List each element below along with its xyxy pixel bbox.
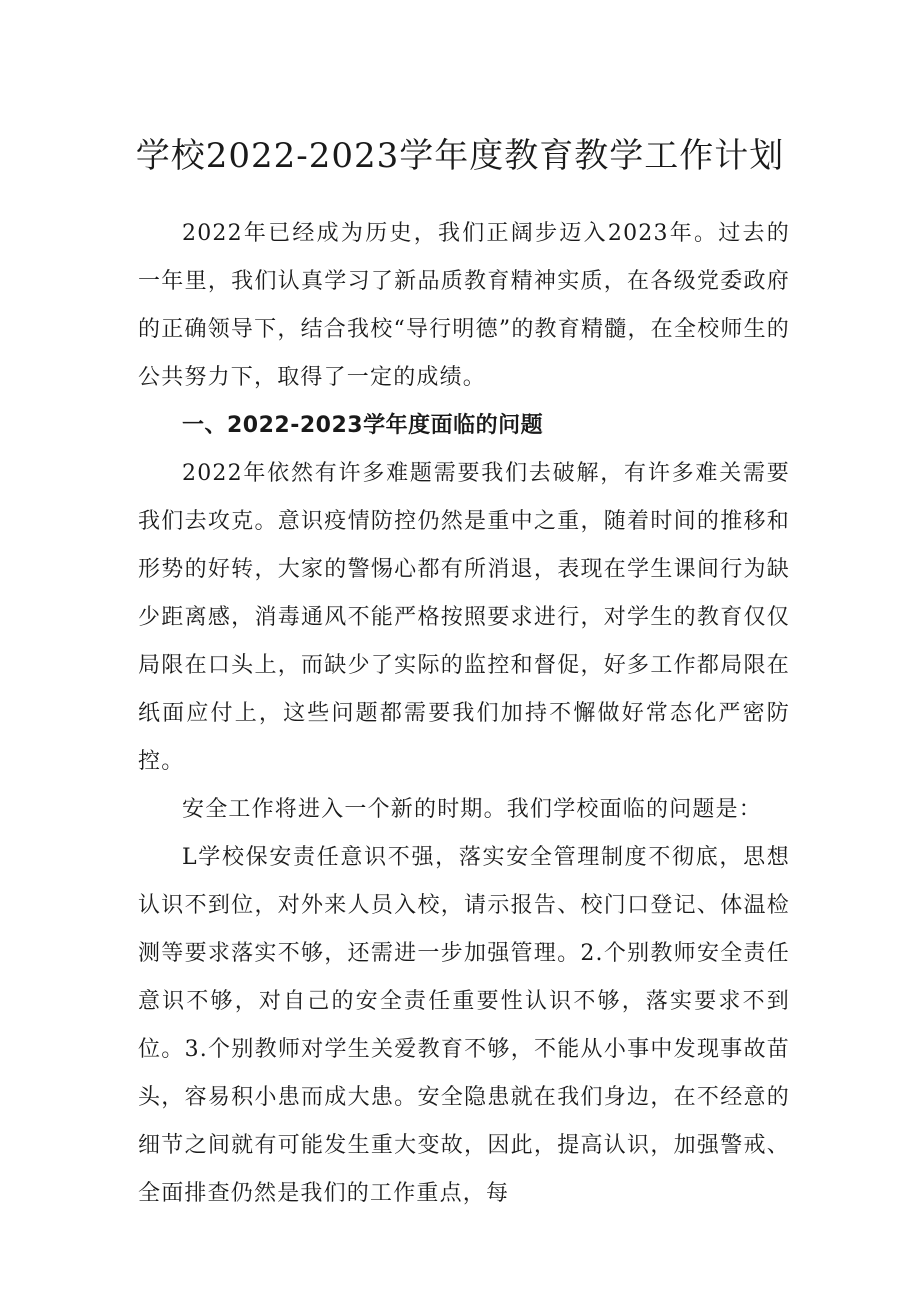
document-title: 学校2022-2023学年度教育教学工作计划 — [135, 136, 785, 176]
problem-paragraph: 2022年依然有许多难题需要我们去破解，有许多难关需要我们去攻克。意识疫情防控仍然是重中之重，随着时间的推移和形势的好转，大家的警惕心都有所消退，表现在学生课间行为缺少距离感，消毒通风不能严格按照要求进行，对学生的教育仅仅局限在口头上，而缺少了实际的监控和督促，好多工作都局限在纸面应付上，这些问题都需要我们加持不懈做好常态化严密防控。 — [138, 461, 790, 774]
safety-issues-paragraph: L学校保安责任意识不强，落实安全管理制度不彻底，思想认识不到位，对外来人员入校，请示报告、校门口登记、体温检测等要求落实不够，还需进一步加强管理。2.个别教师安全责任意识不够，对自己的安全责任重要性认识不够，落实要求不到位。3.个别教师对学生关爱教育不够，不能从小事中发现事故苗头，容易积小患而成大患。安全隐患就在我们身边，在不经意的细节之间就有可能发生重大变故，因此，提高认识，加强警戒、全面排查仍然是我们的工作重点，每 — [138, 845, 790, 1206]
section-heading: 一、2022-2023学年度面临的问题 — [182, 413, 544, 438]
safety-intro-paragraph: 安全工作将进入一个新的时期。我们学校面临的问题是： — [182, 797, 763, 822]
document-body — [138, 210, 790, 1218]
intro-paragraph: 2022年已经成为历史，我们正阔步迈入2023年。过去的一年里，我们认真学习了新品质教育精神实质，在各级党委政府的正确领导下，结合我校“导行明德”的教育精髓，在全校师生的公共努力下，取得了一定的成绩。 — [138, 221, 790, 390]
